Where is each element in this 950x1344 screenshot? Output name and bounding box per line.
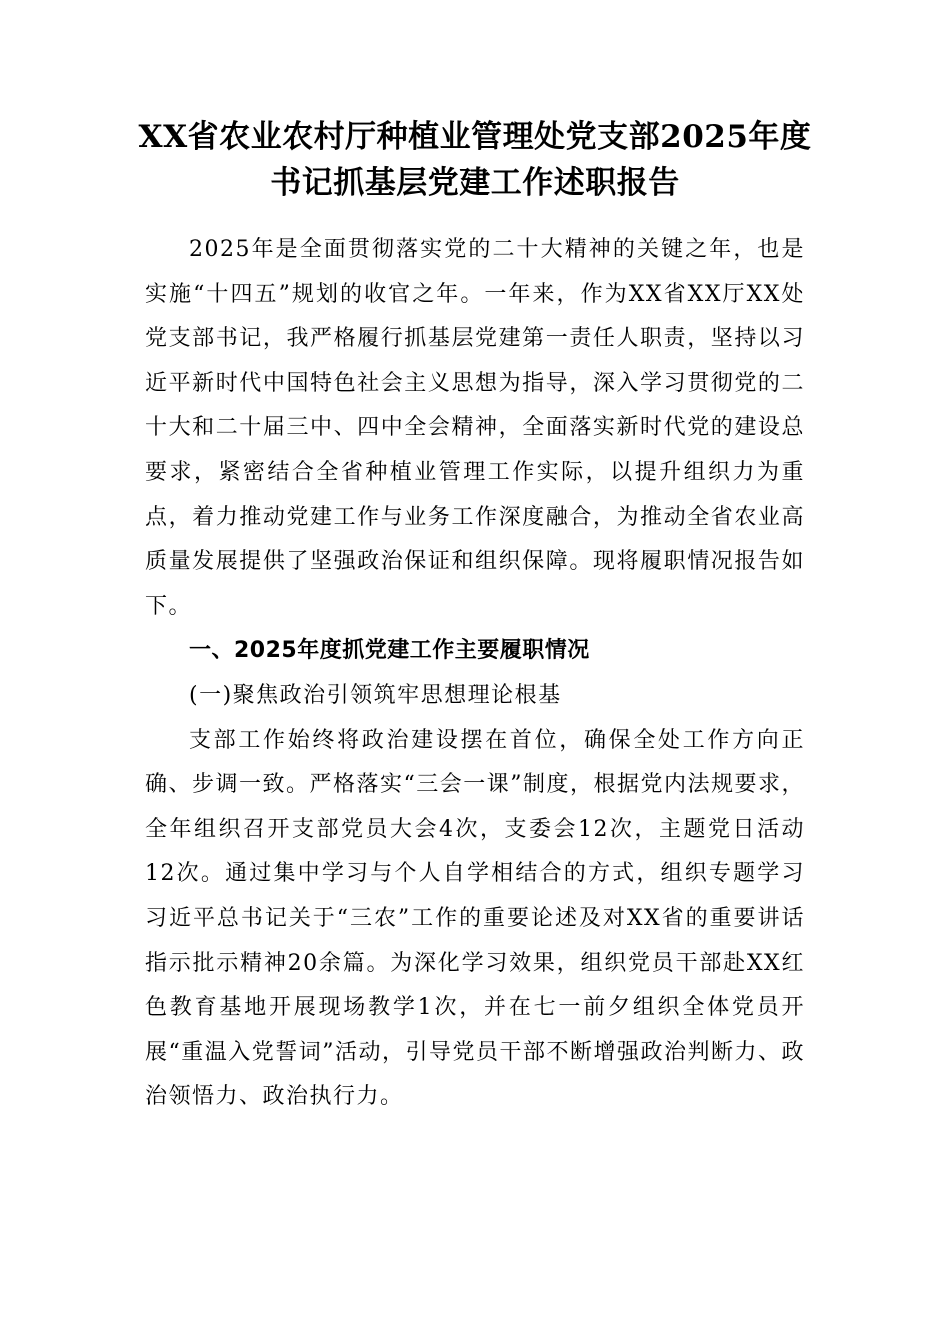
subsection-paragraph: 支部工作始终将政治建设摆在首位，确保全处工作方向正确、步调一致。严格落实“三会一课”制度，根据党内法规要求，全年组织召开支部党员大会4次，支委会12次，主题党日活动12次。通过集中学习与个人自学相结合的方式，组织专题学习习近平总书记关于“三农”工作的重要论述及对XX省的重要讲话指示批示精神20余篇。为深化学习效果，组织党员干部赴XX红色教育基地开展现场教学1次，并在七一前夕组织全体党员开展“重温入党誓词”活动，引导党员干部不断增强政治判断力、政治领悟力、政治执行力。 (145, 727, 805, 1110)
document-body (145, 228, 805, 1120)
intro-paragraph: 2025年是全面贯彻落实党的二十大精神的关键之年，也是实施“十四五”规划的收官之年。一年来，作为XX省XX厅XX处党支部书记，我严格履行抓基层党建第一责任人职责，坚持以习近平新时代中国特色社会主义思想为指导，深入学习贯彻党的二十大和二十届三中、四中全会精神，全面落实新时代党的建设总要求，紧密结合全省种植业管理工作实际，以提升组织力为重点，着力推动党建工作与业务工作深度融合，为推动全省农业高质量发展提供了坚强政治保证和组织保障。现将履职情况报告如下。 (145, 237, 805, 619)
section-heading: 一、2025年度抓党建工作主要履职情况 (189, 638, 590, 664)
subsection-heading: (一)聚焦政治引领筑牢思想理论根基 (189, 682, 562, 708)
document-title: XX省农业农村厅种植业管理处党支部2025年度书记抓基层党建工作述职报告 (138, 119, 812, 201)
